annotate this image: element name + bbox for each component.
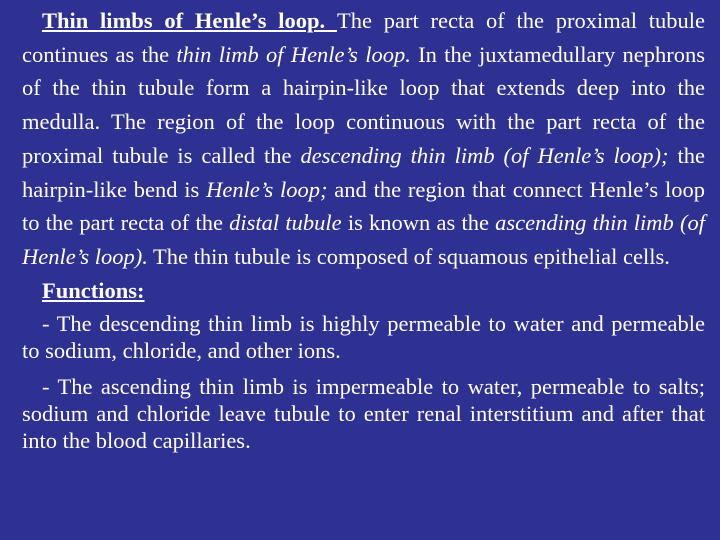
italic-term: ascending thin limb (of Henle’s loop). <box>22 210 706 269</box>
italic-term: Henle’s loop; <box>206 176 328 202</box>
functions-heading-line <box>22 274 705 307</box>
text-segment: is known as the <box>341 210 496 236</box>
italic-term: descending thin limb (of Henle’s loop); <box>300 142 669 168</box>
slide-text-body <box>22 4 705 454</box>
function-item-ascending: - The ascending thin limb is impermeable to water, permeable to salts; sodium and chloride leave tubule to enter renal interstitium and after that into the blood capillaries. <box>22 373 705 453</box>
text-segment: The part recta of the proximal tubule continues as the <box>22 8 705 67</box>
function-item-descending: - The descending thin limb is highly permeable to water and permeable to sodium, chloride, and other ions. <box>22 310 705 363</box>
heading-functions: Functions: <box>42 277 145 303</box>
text-segment: The thin tubule is composed of squamous epithelial cells. <box>147 243 670 269</box>
text-segment: In the juxtamedullary nephrons of the thin tubule form a hairpin-like loop that extends deep into the medulla. The region of the loop continuous with the part recta of the proximal tubule is called the <box>22 41 705 168</box>
italic-term: distal tubule <box>229 210 342 236</box>
paragraph-thin-limbs <box>22 4 705 274</box>
heading-thin-limbs: Thin limbs of Henle’s loop. <box>42 8 337 33</box>
text-segment: the hairpin-like bend is <box>22 142 705 202</box>
italic-term: thin limb of Henle’s loop. <box>176 41 411 67</box>
text-segment: and the region that connect Henle’s loop to the part recta of the <box>22 176 705 236</box>
